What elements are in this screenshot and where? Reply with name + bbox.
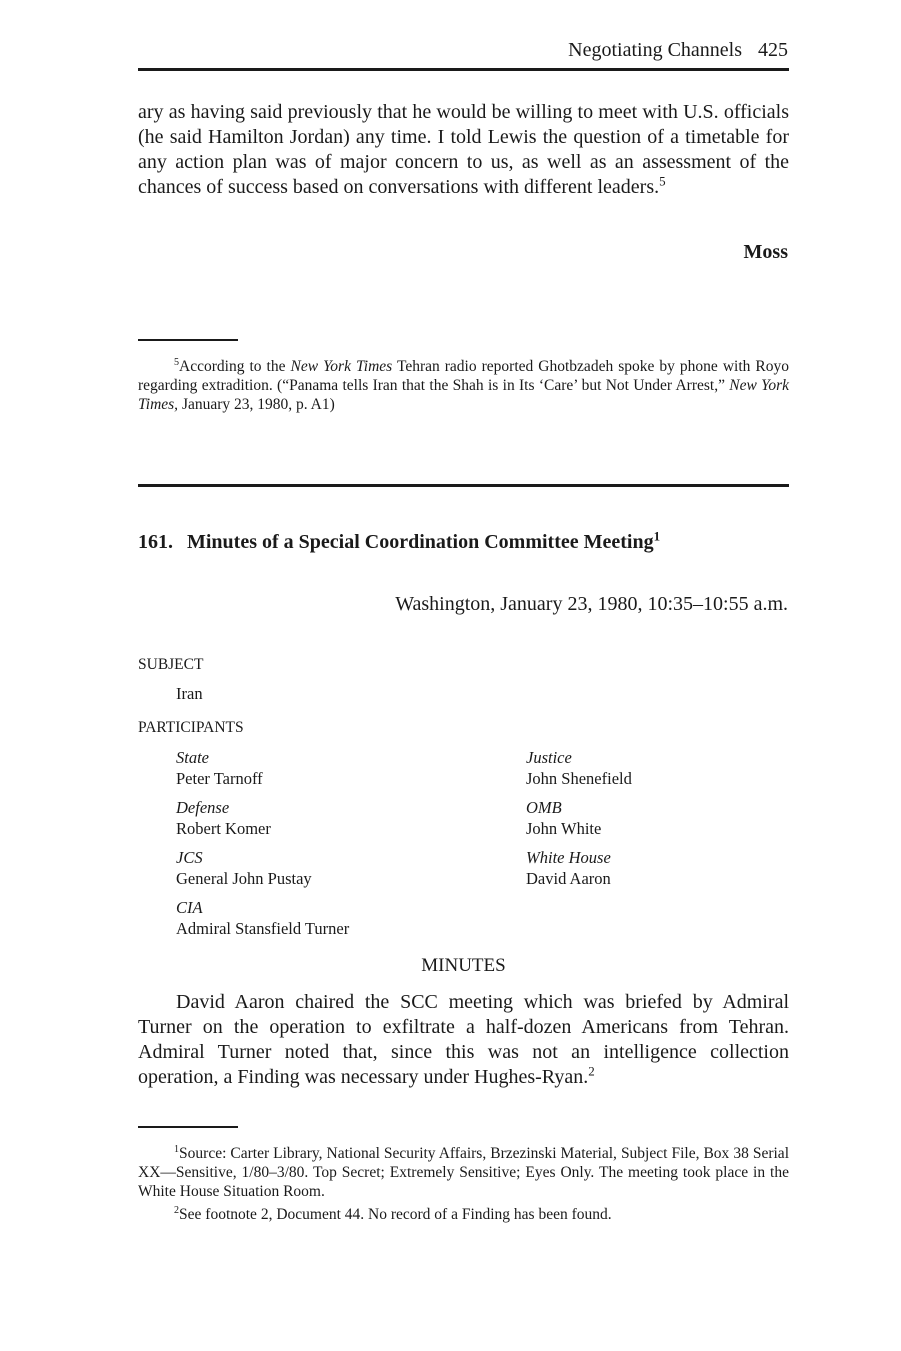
footnote-ref-2: 2 [588, 1063, 595, 1079]
footnote-5-paper-2: New York Times, [138, 377, 790, 413]
continuation-paragraph [138, 100, 789, 200]
participant-name: Peter Tarnoff [176, 769, 263, 788]
footnote-1-marker: 1 [174, 1143, 180, 1155]
participant-name: David Aaron [526, 869, 611, 888]
participant-agency: White House [526, 848, 611, 867]
signature: Moss [743, 241, 788, 263]
header-rule [138, 68, 789, 71]
footnote-5-marker: 5 [174, 356, 180, 368]
participant-agency: OMB [526, 798, 562, 817]
subject-label: SUBJECT [138, 656, 204, 673]
footnote-5-pre: According to the [179, 358, 286, 375]
minutes-heading: MINUTES [421, 955, 506, 976]
participant-agency: Justice [526, 748, 572, 767]
footnote-ref-1: 1 [653, 528, 661, 544]
participant-name: John White [526, 819, 602, 838]
minutes-text: David Aaron chaired the SCC meeting which was briefed by Admiral Turner on the operation to exfiltrate a half-dozen Americans from Tehran. Admiral Turner noted that, since this was not an intelligence collection operation, a Finding was necessary under Hughes-Ryan. [138, 991, 789, 1088]
participant-name: General John Pustay [176, 869, 312, 888]
participant-agency: CIA [176, 898, 203, 917]
participant-name: John Shenefield [526, 769, 632, 788]
footnote-rule [138, 339, 238, 341]
footnote-rule [138, 1126, 238, 1128]
document-heading [138, 528, 789, 556]
footnote-2 [138, 1205, 789, 1224]
footnote-2-marker: 2 [174, 1204, 180, 1216]
footnote-5-paper-1: New York Times [290, 358, 393, 375]
participant-agency: Defense [176, 798, 230, 817]
footnotes-bottom [138, 1144, 789, 1224]
footnote-1 [138, 1144, 789, 1201]
dateline: Washington, January 23, 1980, 10:35–10:55 a.m. [395, 593, 788, 615]
continuation-text: ary as having said previously that he would be willing to meet with U.S. officials (he said Hamilton Jordan) any time. I told Lewis the question of a timetable for any action plan was of major concern to us, as well as an assessment of the chances of success based on conversations with different leaders. [138, 101, 789, 198]
document-title: Minutes of a Special Coordination Committee Meeting [187, 531, 654, 553]
running-head-title: Negotiating Channels [568, 39, 742, 61]
subject-value: Iran [176, 684, 203, 703]
footnote-5 [138, 357, 789, 414]
participants-label: PARTICIPANTS [138, 719, 244, 736]
participant-agency: JCS [176, 848, 203, 867]
participant-name: Admiral Stansfield Turner [176, 919, 350, 938]
footnote-5-mid: Tehran radio reported Ghotbzadeh spoke by phone with Royo regarding extradition. (“Panama tells Iran that the Shah is in Its ‘Care’ but Not Under Arrest,” [138, 358, 790, 394]
footnote-1-text: Source: Carter Library, National Security Affairs, Brzezinski Material, Subject File, Box 38 Serial XX—Sensitive, 1/80–3/80. Top Secret; Extremely Sensitive; Eyes Only. The meeting took place in the White House Situation Room. [138, 1145, 789, 1200]
running-head [138, 36, 788, 64]
footnote-2-text: See footnote 2, Document 44. No record of a Finding has been found. [179, 1206, 612, 1223]
footnote-ref-5: 5 [659, 173, 666, 189]
minutes-paragraph [138, 990, 789, 1090]
footnote-5-post: January 23, 1980, p. A1) [181, 396, 335, 413]
document-number: 161. [138, 531, 173, 553]
participant-agency: State [176, 748, 209, 767]
participant-name: Robert Komer [176, 819, 271, 838]
page-number: 425 [758, 39, 788, 61]
section-rule [138, 484, 789, 487]
